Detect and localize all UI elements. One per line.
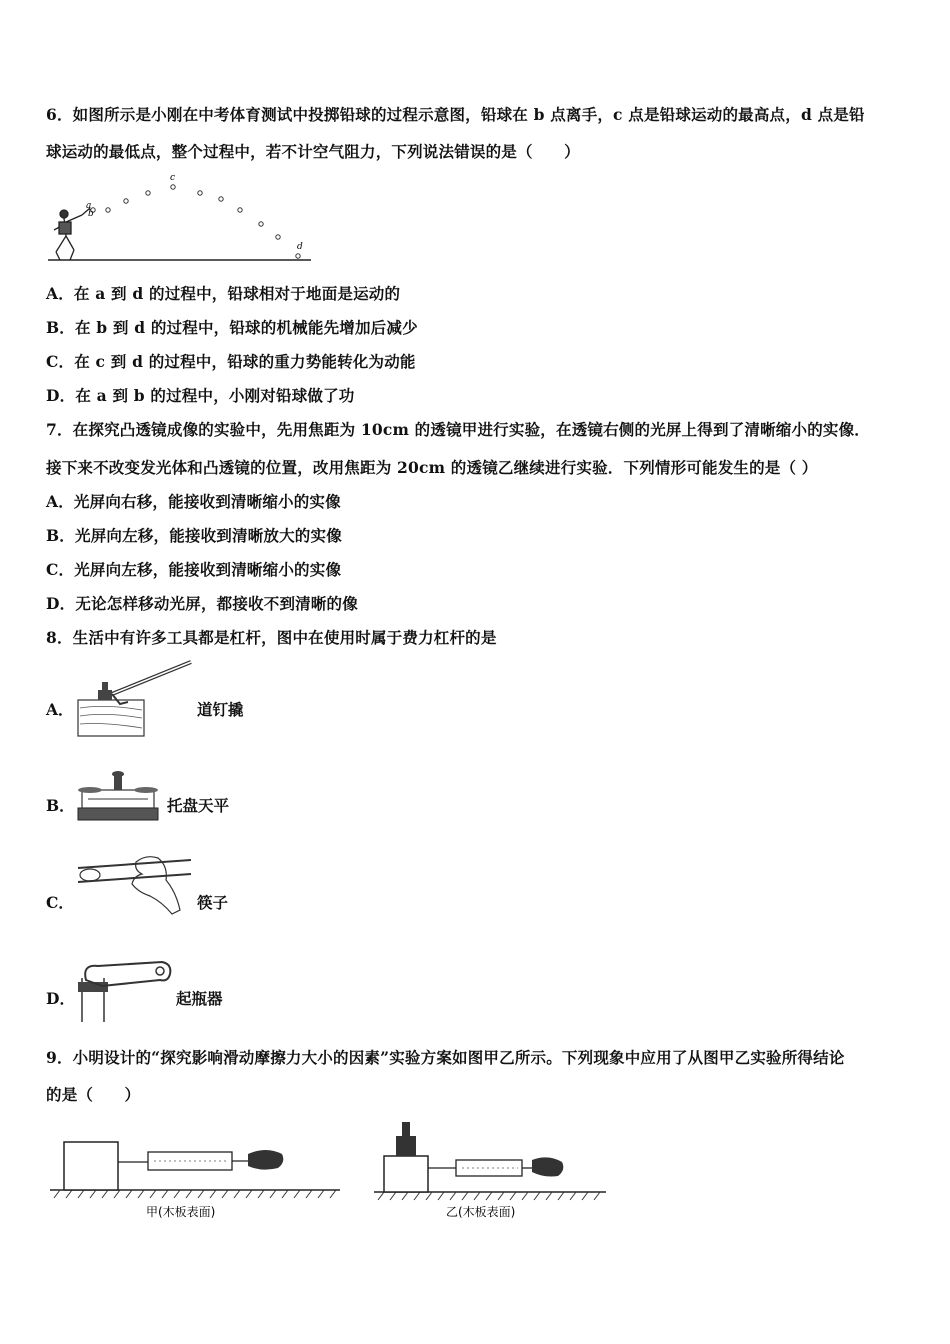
q8-option-d-tool: 起瓶器 bbox=[176, 989, 223, 1008]
pan-balance-figure bbox=[74, 768, 164, 824]
q6-option-d[interactable]: D．在 a 到 b 的过程中，小刚对铅球做了功 bbox=[46, 386, 355, 405]
q8-option-a-tool: 道钉撬 bbox=[197, 700, 244, 719]
trajectory-dots bbox=[91, 185, 300, 258]
caption-yi: 乙(木板表面) bbox=[446, 1205, 516, 1219]
q9-stem-line1: 9．小明设计的“探究影响滑动摩擦力大小的因素”实验方案如图甲乙所示。下列现象中应用了从图甲乙实验所得结论 bbox=[46, 1048, 845, 1067]
q8-stem: 8．生活中有许多工具都是杠杆，图中在使用时属于费力杠杆的是 bbox=[46, 628, 497, 647]
q7-option-c[interactable]: C．光屏向左移，能接收到清晰缩小的实像 bbox=[46, 560, 342, 579]
q6-option-b[interactable]: B．在 b 到 d 的过程中，铅球的机械能先增加后减少 bbox=[46, 318, 418, 337]
q8-option-c-label[interactable]: C． bbox=[46, 893, 74, 912]
q8-option-a-label[interactable]: A． bbox=[46, 700, 74, 719]
shot-put-figure bbox=[46, 170, 316, 265]
friction-experiment-yi bbox=[372, 1114, 612, 1226]
point-b-label: b bbox=[88, 209, 94, 219]
q7-option-a[interactable]: A．光屏向右移，能接收到清晰缩小的实像 bbox=[46, 492, 341, 511]
q8-option-b-tool: 托盘天平 bbox=[167, 796, 230, 815]
q7-stem-line1: 7．在探究凸透镜成像的实验中，先用焦距为 10cm 的透镜甲进行实验，在透镜右侧的光屏上得到了清晰缩小的实像． bbox=[46, 420, 870, 439]
point-a-label: a bbox=[86, 201, 92, 211]
q6-stem-line2: 球运动的最低点，整个过程中，若不计空气阻力，下列说法错误的是（ ） bbox=[46, 142, 580, 161]
caption-jia: 甲(木板表面) bbox=[146, 1205, 216, 1219]
q7-stem-line2: 接下来不改变发光体和凸透镜的位置，改用焦距为 20cm 的透镜乙继续进行实验．下列情形可能发生的是（ ） bbox=[46, 458, 818, 477]
bottle-opener-figure bbox=[72, 958, 177, 1024]
q8-option-b-label[interactable]: B． bbox=[46, 796, 75, 815]
nail-puller-figure bbox=[76, 660, 196, 740]
q8-option-c-tool: 筷子 bbox=[197, 893, 229, 912]
q6-option-a[interactable]: A．在 a 到 d 的过程中，铅球相对于地面是运动的 bbox=[46, 284, 401, 303]
chopsticks-figure bbox=[76, 852, 196, 922]
q8-option-d-label[interactable]: D． bbox=[46, 989, 75, 1008]
q7-option-d[interactable]: D．无论怎样移动光屏，都接收不到清晰的像 bbox=[46, 594, 358, 613]
q6-stem-line1: 6．如图所示是小刚在中考体育测试中投掷铅球的过程示意图，铅球在 b 点离手，c 点是铅球运动的最高点，d 点是铅 bbox=[46, 105, 865, 124]
q9-stem-line2: 的是（ ） bbox=[46, 1085, 141, 1104]
q6-option-c[interactable]: C．在 c 到 d 的过程中，铅球的重力势能转化为动能 bbox=[46, 352, 416, 371]
q7-option-b[interactable]: B．光屏向左移，能接收到清晰放大的实像 bbox=[46, 526, 342, 545]
point-c-label: c bbox=[170, 173, 176, 183]
athlete-figure bbox=[54, 208, 90, 260]
friction-experiment-jia bbox=[48, 1138, 348, 1226]
point-d-label: d bbox=[297, 242, 303, 252]
